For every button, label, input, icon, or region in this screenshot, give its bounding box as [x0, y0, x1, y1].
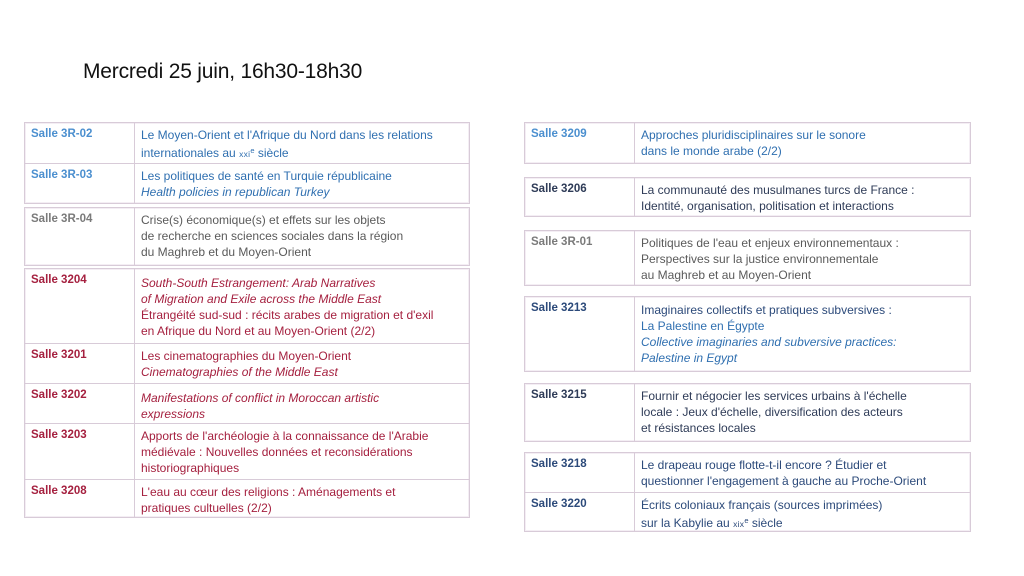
session-group	[524, 383, 971, 442]
left-schedule-column	[24, 122, 470, 518]
session-title: South-South Estrangement: Arab Narratives of Migration and Exile across the Middle East Étrangéité sud-sud : récits arabes de migration et d'exil en Afrique du Nord et au Moyen-Orient (2/2)	[141, 276, 434, 338]
session-title: Crise(s) économique(s) et effets sur les objets de recherche en sciences sociales dans la région du Maghreb et du Moyen-Orient	[141, 213, 404, 259]
session-row	[25, 383, 469, 423]
room-label: Salle 3208	[25, 480, 135, 517]
room-label: Salle 3202	[25, 384, 135, 423]
session-title: Les politiques de santé en Turquie républicaine Health policies in republican Turkey	[141, 169, 392, 199]
room-label: Salle 3R-01	[525, 231, 635, 285]
session-title: Imaginaires collectifs et pratiques subversives : La Palestine en Égypte Collective imaginaries and subversive practices: Palestine in Egypt	[641, 303, 897, 365]
session-title: Fournir et négocier les services urbains à l'échelle locale : Jeux d'échelle, diversification des acteurs et résistances locales	[641, 389, 907, 435]
session-row	[25, 269, 469, 343]
session-row	[525, 453, 970, 492]
session-title: Écrits coloniaux français (sources imprimées) sur la Kabylie au xix$^e$ siècle	[641, 498, 883, 530]
room-label: Salle 3R-02	[25, 123, 135, 163]
session-group	[524, 122, 971, 164]
session-group	[524, 230, 971, 286]
room-label: Salle 3203	[25, 424, 135, 479]
room-label: Salle 3209	[525, 123, 635, 163]
right-schedule-column	[524, 122, 971, 532]
room-label: Salle 3213	[525, 297, 635, 371]
session-row	[25, 163, 469, 203]
room-label: Salle 3201	[25, 344, 135, 383]
session-row	[25, 343, 469, 383]
room-label: Salle 3215	[525, 384, 635, 441]
room-label: Salle 3204	[25, 269, 135, 343]
page-title: Mercredi 25 juin, 16h30-18h30	[83, 60, 363, 83]
session-group	[24, 207, 470, 266]
session-group	[524, 296, 971, 372]
session-title: Le drapeau rouge flotte-t-il encore ? Étudier et questionner l'engagement à gauche au Proche-Orient	[641, 458, 927, 488]
session-row	[525, 297, 970, 371]
session-row	[525, 492, 970, 531]
room-label: Salle 3R-03	[25, 164, 135, 203]
session-row	[525, 231, 970, 285]
session-group	[524, 177, 971, 217]
session-row	[25, 423, 469, 479]
session-row	[25, 208, 469, 265]
session-title: La communauté des musulmanes turcs de France : Identité, organisation, politisation et interactions	[641, 183, 915, 213]
session-title: L'eau au cœur des religions : Aménagements et pratiques cultuelles (2/2)	[141, 485, 396, 515]
session-row	[525, 384, 970, 441]
session-group	[24, 268, 470, 518]
session-row	[525, 123, 970, 163]
session-title: Apports de l'archéologie à la connaissance de l'Arabie médiévale : Nouvelles données et reconsidérations historiographiques	[141, 429, 429, 475]
room-label: Salle 3R-04	[25, 208, 135, 265]
room-label: Salle 3206	[525, 178, 635, 216]
session-title: Manifestations of conflict in Moroccan artistic expressions	[141, 391, 380, 421]
session-title: Politiques de l'eau et enjeux environnementaux : Perspectives sur la justice environnementale au Maghreb et au Moyen-Orient	[641, 236, 899, 282]
session-row	[25, 123, 469, 163]
session-group	[524, 452, 971, 532]
session-row	[25, 479, 469, 517]
session-group	[24, 122, 470, 204]
session-title: Approches pluridisciplinaires sur le sonore dans le monde arabe (2/2)	[641, 128, 866, 158]
session-title: Le Moyen-Orient et l'Afrique du Nord dans les relations internationales au xxi$^e$ siècle	[141, 128, 433, 160]
room-label: Salle 3218	[525, 453, 635, 492]
room-label: Salle 3220	[525, 493, 635, 531]
session-title: Les cinematographies du Moyen-Orient Cinematographies of the Middle East	[141, 349, 352, 379]
session-row	[525, 178, 970, 216]
